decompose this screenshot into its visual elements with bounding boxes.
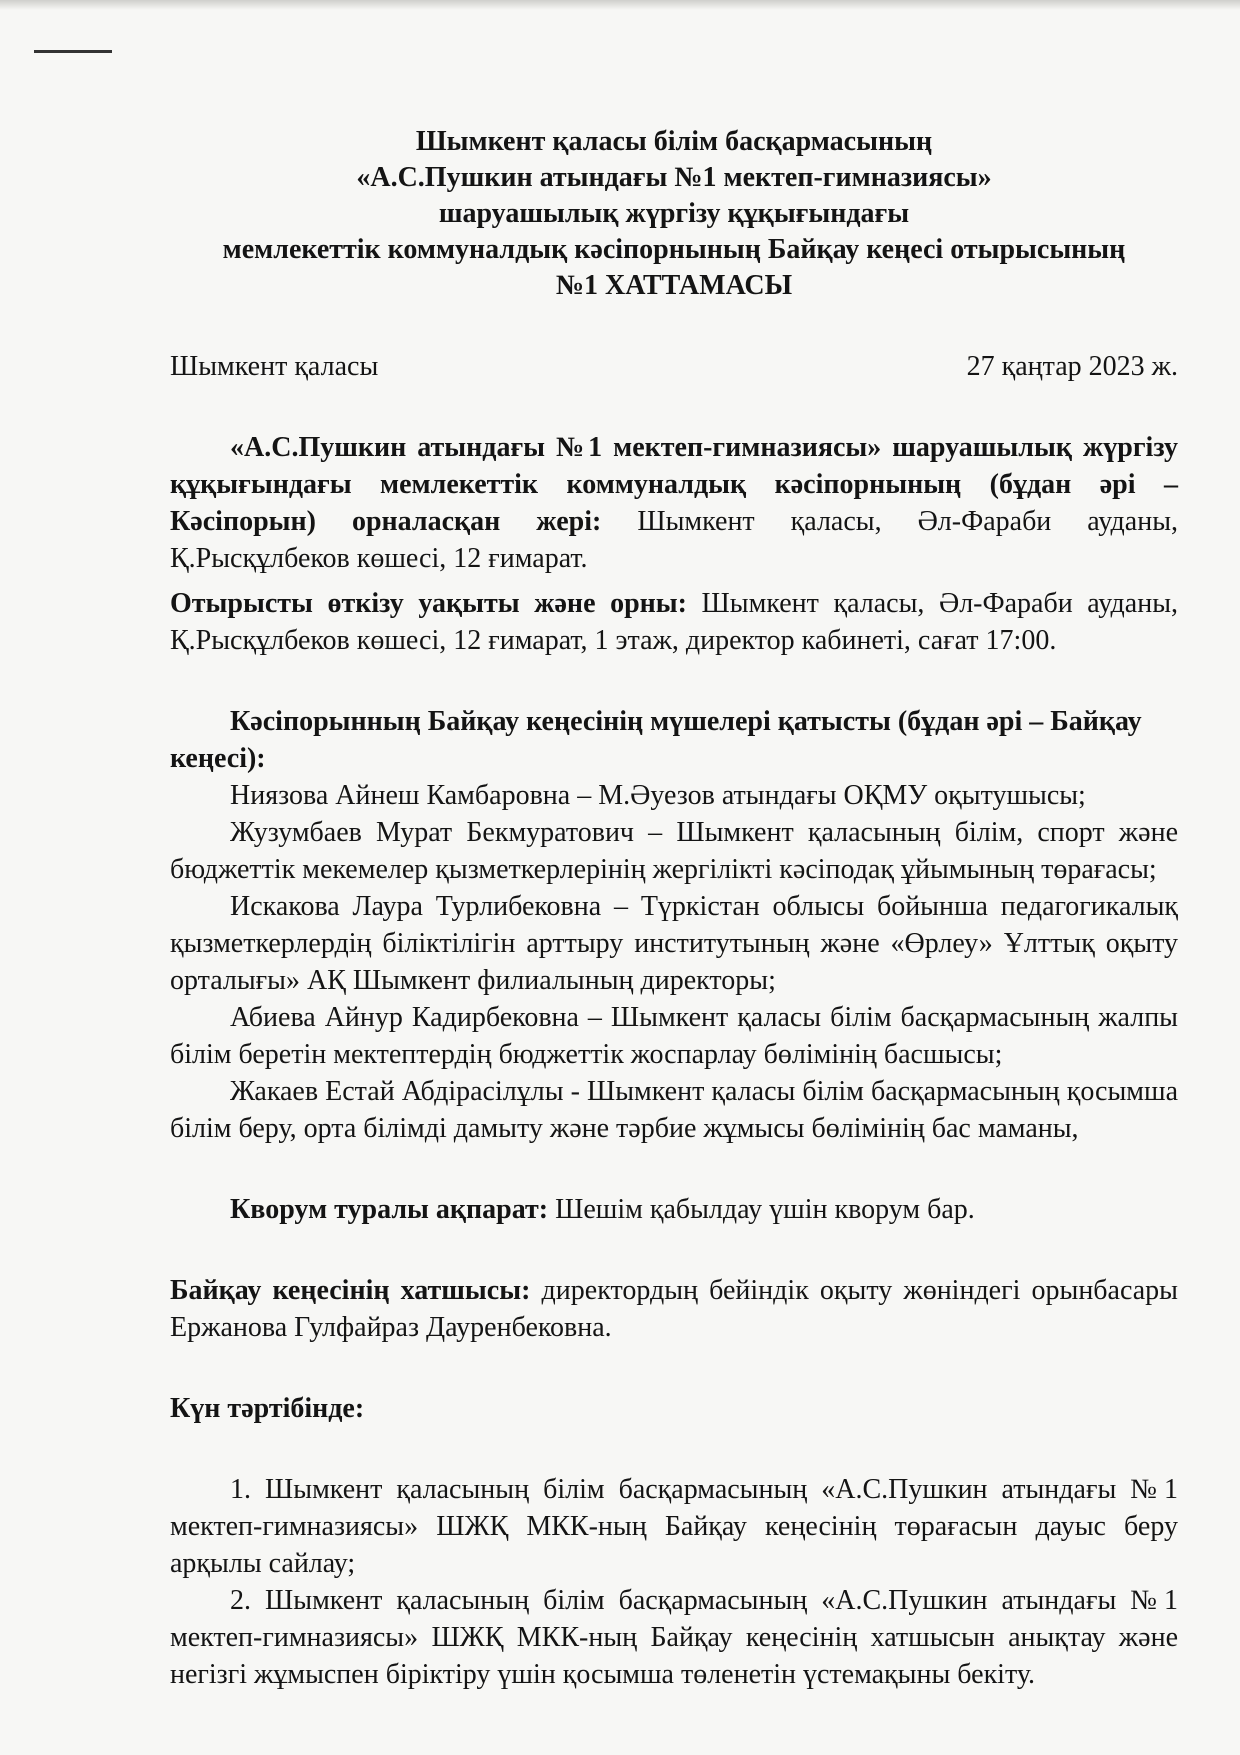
meeting-time-value: Шымкент қаласы, Әл-Фараби ауданы, Қ.Рысқұлбеков көшесі, 12 ғимарат, 1 этаж, директор кабинеті, сағат 17:00. <box>170 588 1178 656</box>
location-paragraph <box>170 429 1178 577</box>
agenda-item-2: 2. Шымкент қаласының білім басқармасының «А.С.Пушкин атындағы №1 мектеп-гимназиясы» ШЖҚ МКК-ның Байқау кеңесінің хатшысын анықтау және негізгі жұмыспен біріктіру үшін қосымша төленетін үстемақыны бекіту. <box>170 1585 1178 1690</box>
member-4: Абиева Айнур Кадирбековна – Шымкент қаласы білім басқармасының жалпы білім беретін мектептердің бюджеттік жоспарлау бөлімінің басшысы; <box>170 1002 1178 1070</box>
title-line-2: «А.С.Пушкин атындағы №1 мектеп-гимназиясы» <box>356 162 992 193</box>
place-date-row <box>170 348 1178 385</box>
location-value: Шымкент қаласы, Әл-Фараби ауданы, Қ.Рысқұлбеков көшесі, 12 ғимарат. <box>170 506 1178 574</box>
document-title <box>170 124 1178 304</box>
scan-top-edge <box>0 0 1240 10</box>
document-content <box>170 124 1178 1693</box>
members-heading: Кәсіпорынның Байқау кеңесінің мүшелері қатысты (бұдан әрі – Байқау кеңесі): <box>170 706 1142 774</box>
title-line-5: №1 ХАТТАМАСЫ <box>555 270 793 301</box>
corner-mark <box>34 50 112 53</box>
secretary-paragraph <box>170 1272 1178 1346</box>
meeting-time-label: Отырысты өткізу уақыты және орны: <box>170 588 687 619</box>
member-1: Ниязова Айнеш Камбаровна – М.Әуезов атындағы ОҚМУ оқытушысы; <box>230 780 1086 811</box>
agenda-item-1: 1. Шымкент қаласының білім басқармасының «А.С.Пушкин атындағы №1 мектеп-гимназиясы» ШЖҚ МКК-ның Байқау кеңесінің төрағасын дауыс беру арқылы сайлау; <box>170 1474 1178 1579</box>
agenda-heading: Күн тәртібінде: <box>170 1393 365 1424</box>
quorum-value: Шешім қабылдау үшін кворум бар. <box>548 1194 975 1225</box>
city: Шымкент қаласы <box>170 351 379 382</box>
title-line-3: шаруашылық жүргізу құқығындағы <box>438 198 910 229</box>
secretary-label: Байқау кеңесінің хатшысы: <box>170 1275 531 1306</box>
member-2: Жузумбаев Мурат Бекмуратович – Шымкент қаласының білім, спорт және бюджеттік мекемелер қызметкерлерінің жергілікті кәсіподақ ұйымының төрағасы; <box>170 817 1178 885</box>
member-3: Искакова Лаура Турлибековна – Түркістан облысы бойынша педагогикалық қызметкерлердің біліктілігін арттыру институтының және «Өрлеу» Ұлттық оқыту орталығы» АҚ Шымкент филиалының директоры; <box>170 891 1178 996</box>
title-line-4: мемлекеттік коммуналдық кәсіпорнының Байқау кеңесі отырысының <box>222 234 1126 265</box>
quorum-label: Кворум туралы ақпарат: <box>230 1194 549 1225</box>
date: 27 қаңтар 2023 ж. <box>966 351 1178 382</box>
quorum-paragraph <box>170 1191 1178 1228</box>
secretary-value: директордың бейіндік оқыту жөніндегі орынбасары Ержанова Гулфайраз Дауренбековна. <box>170 1275 1178 1343</box>
location-label: «А.С.Пушкин атындағы №1 мектеп-гимназиясы» шаруашылық жүргізу құқығындағы мемлекеттік коммуналдық кәсіпорнының (бұдан әрі – Кәсіпорын) орналасқан жері: <box>170 432 1178 537</box>
member-5: Жакаев Естай Абдірасілұлы - Шымкент қаласы білім басқармасының қосымша білім беру, орта білімді дамыту және тәрбие жұмысы бөлімінің бас маманы, <box>170 1076 1178 1144</box>
meeting-time-paragraph <box>170 585 1178 659</box>
title-line-1: Шымкент қаласы білім басқармасының <box>415 126 933 157</box>
